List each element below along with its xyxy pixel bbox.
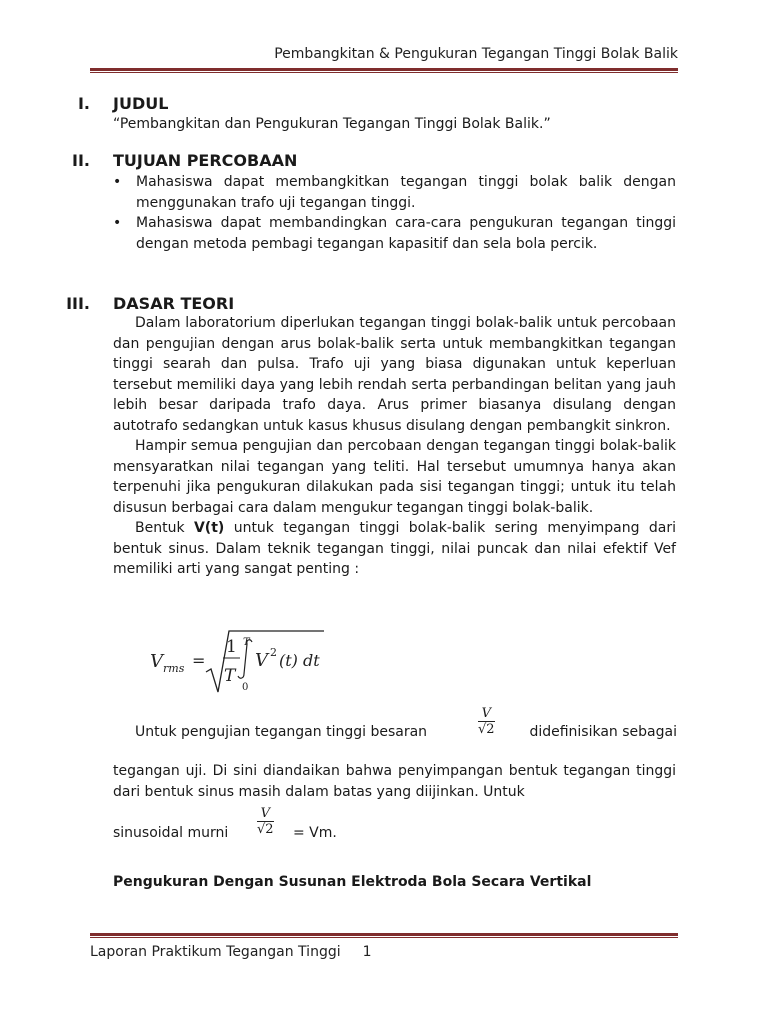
list-item-text: Mahasiswa dapat membandingkan cara-cara pengukuran tegangan tinggi dengan metoda pembagi tegangan kapasitif dan sela bola percik. bbox=[136, 215, 676, 252]
integral-upper: T bbox=[243, 637, 250, 648]
section-number-1: I. bbox=[77, 94, 90, 113]
fraction-denominator: √2 bbox=[257, 822, 274, 837]
fraction-denominator: √2 bbox=[478, 722, 495, 737]
judul-text: “Pembangkitan dan Pengukuran Tegangan Tinggi Bolak Balik.” bbox=[113, 116, 551, 132]
section-number-3: III. bbox=[66, 294, 90, 313]
formula-one: 1 bbox=[226, 637, 237, 657]
integral-lower: 0 bbox=[242, 682, 249, 693]
paragraph-text: untuk tegangan tinggi bolak-balik sering menyimpang dari bentuk sinus. Dalam teknik tegangan tinggi, nilai puncak dan nilai efektif Vef memiliki arti yang sangat penting : bbox=[113, 520, 676, 577]
sinusoidal-murni-label: sinusoidal murni bbox=[113, 825, 229, 841]
page-header: Pembangkitan & Pengukuran Tegangan Tinggi Bolak Balik bbox=[274, 46, 678, 62]
paragraph: Hampir semua pengujian dan percobaan dengan tegangan tinggi bolak-balik mensyaratkan nilai tegangan yang teliti. Hal tersebut umumnya hanya akan terpenuhi jika pengukuran dilakukan pada sisi tegangan tinggi; untuk itu telah disusun berbagai cara dalam mengukur tegangan tinggi bolak-balik. bbox=[113, 438, 676, 516]
fraction-numerator: V bbox=[478, 706, 495, 722]
page-number: 1 bbox=[362, 944, 372, 960]
formula-lhs: V bbox=[150, 651, 163, 672]
section-title-judul: JUDUL bbox=[113, 94, 169, 113]
formula-power: 2 bbox=[270, 646, 277, 659]
v-over-sqrt2-fraction bbox=[478, 706, 495, 737]
formula-integrand: V bbox=[255, 650, 268, 671]
untuk-pengujian-post: didefinisikan sebagai bbox=[529, 724, 677, 740]
list-item bbox=[113, 213, 676, 254]
bullet-icon: • bbox=[113, 215, 122, 231]
footer-text: Laporan Praktikum Tegangan Tinggi bbox=[90, 944, 341, 960]
formula-arg: (t) dt bbox=[279, 651, 320, 670]
untuk-pengujian-pre: Untuk pengujian tegangan tinggi besaran bbox=[135, 724, 428, 740]
footer-rule bbox=[90, 933, 678, 938]
paragraph: tegangan uji. Di sini diandaikan bahwa penyimpangan bentuk tegangan tinggi dari bentuk sinus masih dalam batas yang diijinkan. Untuk bbox=[113, 763, 676, 800]
bullet-icon: • bbox=[113, 174, 122, 190]
list-item bbox=[113, 172, 676, 213]
section-number-2: II. bbox=[72, 151, 90, 170]
section-title-tujuan: TUJUAN PERCOBAAN bbox=[113, 151, 298, 170]
section-title-dasar-teori: DASAR TEORI bbox=[113, 294, 235, 313]
v-over-sqrt2-fraction bbox=[257, 806, 274, 837]
formula-lhs-sub: rms bbox=[163, 662, 185, 675]
paragraph: Dalam laboratorium diperlukan tegangan tinggi bolak-balik untuk percobaan dan pengujian dengan arus bolak-balik serta untuk membangkitkan tegangan tinggi searah dan pulsa. Trafo uji yang biasa digunakan untuk keperluan tersebut memiliki daya yang lebih rendah serta perbandingan belitan yang jauh lebih besar daripada trafo daya. Arus primer biasanya disulang dengan autotrafo sedangkan untuk kasus khusus disulang dengan pembangkit sinkron. bbox=[113, 315, 676, 434]
dasar-teori-body bbox=[113, 313, 676, 580]
paragraph bbox=[113, 518, 676, 580]
tujuan-list bbox=[113, 172, 676, 254]
fraction-numerator: V bbox=[257, 806, 274, 822]
subheading: Pengukuran Dengan Susunan Elektroda Bola Secara Vertikal bbox=[113, 874, 592, 890]
header-rule bbox=[90, 68, 678, 73]
vt-symbol: V(t) bbox=[193, 520, 225, 536]
vrms-formula bbox=[140, 628, 340, 696]
paragraph-text: Bentuk bbox=[135, 520, 194, 536]
vm-value: = Vm. bbox=[293, 825, 337, 841]
list-item-text: Mahasiswa dapat membangkitkan tegangan tinggi bolak balik dengan menggunakan trafo uji tegangan tinggi. bbox=[136, 174, 676, 211]
page-footer bbox=[90, 944, 372, 960]
formula-equals: = bbox=[192, 651, 206, 670]
formula-T: T bbox=[224, 666, 236, 686]
